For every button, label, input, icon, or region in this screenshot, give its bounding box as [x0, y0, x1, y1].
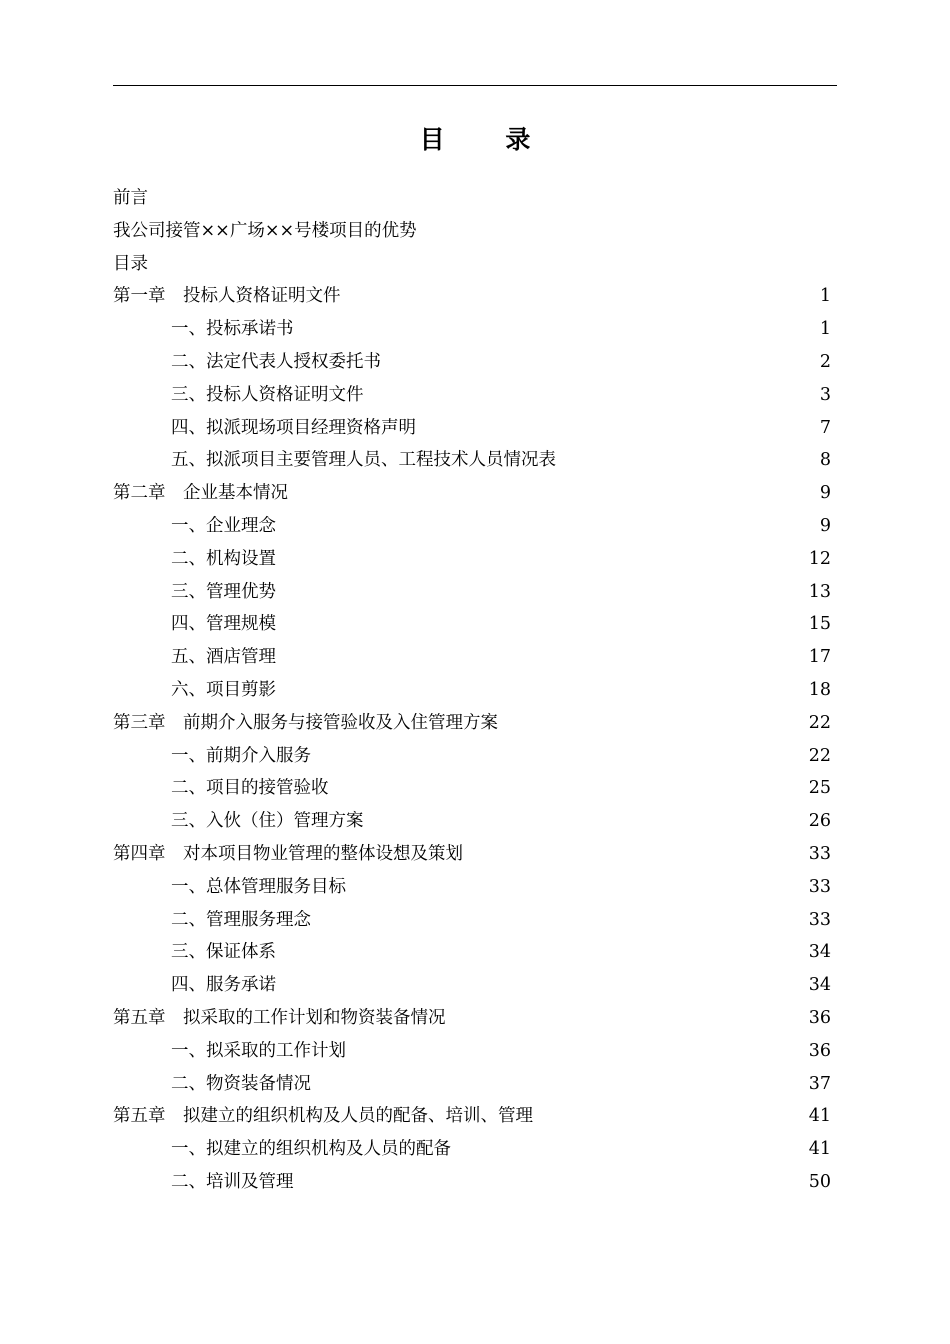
- toc-page-number: 36: [808, 1007, 831, 1028]
- toc-entry-title: 三、管理优势: [171, 581, 276, 602]
- toc-chapter-entry: [113, 838, 831, 871]
- toc-section-entry: [113, 346, 831, 379]
- toc-page-number: 9: [819, 483, 831, 504]
- toc-section-entry: [113, 1068, 831, 1101]
- toc-entry-title: 一、拟建立的组织机构及人员的配备: [171, 1139, 451, 1160]
- toc-entry-title: 第一章 投标人资格证明文件: [113, 286, 341, 307]
- toc-page-number: 22: [808, 745, 831, 766]
- toc-section-entry: [113, 1166, 831, 1199]
- toc-page-number: 41: [808, 1106, 831, 1127]
- toc-section-entry: [113, 510, 831, 543]
- toc-entry-title: 我公司接管××广场××号楼项目的优势: [113, 220, 417, 241]
- toc-entry-title: 三、入伙（住）管理方案: [171, 811, 364, 832]
- toc-section-entry: [113, 608, 831, 641]
- toc-section-entry: [113, 805, 831, 838]
- toc-page-number: 25: [808, 778, 831, 799]
- toc-section-entry: [113, 576, 831, 609]
- toc-page-number: 1: [819, 286, 831, 307]
- toc-entry-title: 五、拟派项目主要管理人员、工程技术人员情况表: [171, 450, 556, 471]
- toc-page-number: 37: [808, 1073, 831, 1094]
- toc-entry-title: 一、企业理念: [171, 515, 276, 536]
- page-title: 目 录: [419, 125, 557, 154]
- toc-page-number: 9: [819, 515, 831, 536]
- toc-entry-title: 一、前期介入服务: [171, 745, 311, 766]
- toc-page-number: 36: [808, 1040, 831, 1061]
- toc-entry-title: 二、项目的接管验收: [171, 778, 329, 799]
- toc-entry-title: 第五章 拟采取的工作计划和物资装备情况: [113, 1007, 446, 1028]
- toc-page-number: 13: [808, 581, 831, 602]
- toc-entry-title: 第四章 对本项目物业管理的整体设想及策划: [113, 843, 463, 864]
- toc-chapter-entry: [113, 280, 831, 313]
- toc-page-number: 22: [808, 712, 831, 733]
- toc-page-number: 33: [808, 876, 831, 897]
- toc-page-number: 7: [819, 417, 831, 438]
- toc-page-number: 1: [819, 319, 831, 340]
- toc-page-number: 2: [819, 351, 831, 372]
- toc-entry-title: 二、法定代表人授权委托书: [171, 351, 381, 372]
- toc-chapter-entry: [113, 182, 831, 215]
- toc-entry-title: 第三章 前期介入服务与接管验收及入住管理方案: [113, 712, 498, 733]
- toc-section-entry: [113, 1035, 831, 1068]
- toc-page-number: 12: [808, 548, 831, 569]
- toc-entry-title: 一、拟采取的工作计划: [171, 1040, 346, 1061]
- toc-section-entry: [113, 871, 831, 904]
- toc-page-number: 18: [808, 679, 831, 700]
- toc-section-entry: [113, 412, 831, 445]
- toc-chapter-entry: [113, 1002, 831, 1035]
- toc-section-entry: [113, 313, 831, 346]
- toc-entry-title: 六、项目剪影: [171, 679, 276, 700]
- toc-section-entry: [113, 444, 831, 477]
- toc-section-entry: [113, 543, 831, 576]
- toc-page-number: 41: [808, 1139, 831, 1160]
- toc-entry-title: 一、总体管理服务目标: [171, 876, 346, 897]
- toc-entry-title: 五、酒店管理: [171, 647, 276, 668]
- toc-entry-title: 二、管理服务理念: [171, 909, 311, 930]
- toc-entry-title: 二、培训及管理: [171, 1171, 294, 1192]
- toc-page-number: 34: [808, 975, 831, 996]
- toc-section-entry: [113, 772, 831, 805]
- toc-entry-title: 三、保证体系: [171, 942, 276, 963]
- toc-entry-title: 目录: [113, 253, 148, 274]
- toc-page-number: 17: [808, 647, 831, 668]
- toc-page-number: 15: [808, 614, 831, 635]
- toc-page-number: 33: [808, 843, 831, 864]
- toc-chapter-entry: [113, 248, 831, 281]
- toc-entry-title: 第五章 拟建立的组织机构及人员的配备、培训、管理: [113, 1106, 533, 1127]
- toc-chapter-entry: [113, 1100, 831, 1133]
- toc-entry-title: 第二章 企业基本情况: [113, 483, 288, 504]
- header-rule: [113, 85, 837, 86]
- toc-page-number: 34: [808, 942, 831, 963]
- toc-page-number: 3: [819, 384, 831, 405]
- toc-section-entry: [113, 740, 831, 773]
- toc-chapter-entry: [113, 477, 831, 510]
- toc-page-number: 33: [808, 909, 831, 930]
- toc-entry-title: 前言: [113, 188, 148, 208]
- toc-page-number: 8: [819, 450, 831, 471]
- toc-entry-title: 四、管理规模: [171, 614, 276, 635]
- toc-chapter-entry: [113, 215, 831, 248]
- toc-chapter-entry: [113, 707, 831, 740]
- toc-entry-title: 二、机构设置: [171, 548, 276, 569]
- toc-section-entry: [113, 379, 831, 412]
- toc-section-entry: [113, 641, 831, 674]
- toc-section-entry: [113, 674, 831, 707]
- table-of-contents: [113, 182, 831, 1199]
- toc-entry-title: 一、投标承诺书: [171, 319, 294, 340]
- toc-page-number: 26: [808, 811, 831, 832]
- toc-entry-title: 四、拟派现场项目经理资格声明: [171, 417, 416, 438]
- toc-section-entry: [113, 936, 831, 969]
- toc-section-entry: [113, 969, 831, 1002]
- toc-entry-title: 三、投标人资格证明文件: [171, 384, 364, 405]
- toc-entry-title: 四、服务承诺: [171, 975, 276, 996]
- toc-entry-title: 二、物资装备情况: [171, 1073, 311, 1094]
- toc-section-entry: [113, 904, 831, 937]
- toc-page-number: 50: [808, 1171, 831, 1192]
- toc-section-entry: [113, 1133, 831, 1166]
